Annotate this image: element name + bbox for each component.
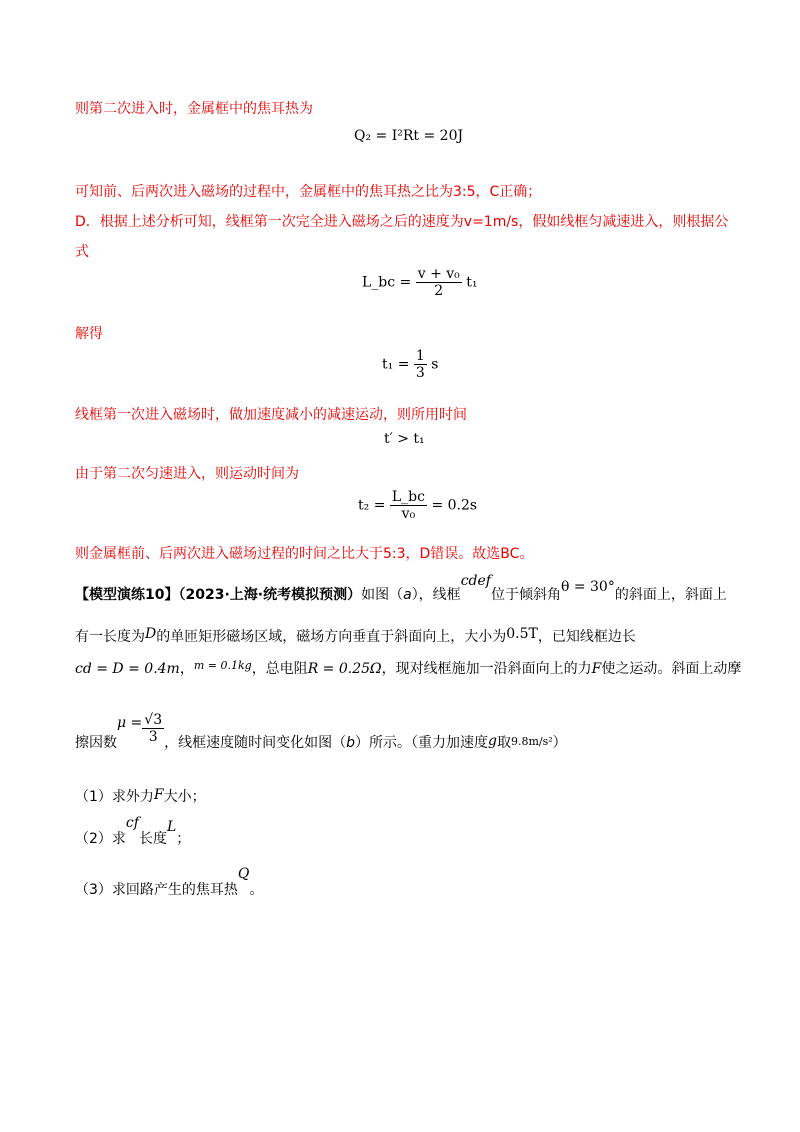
equation-t1 bbox=[382, 348, 438, 381]
side-cf: cf bbox=[125, 815, 139, 831]
eq2-numerator: v + v₀ bbox=[417, 266, 460, 282]
force-F: F bbox=[591, 661, 602, 677]
eq2-lhs: L_bc = bbox=[362, 274, 412, 291]
heat-Q: Q bbox=[237, 866, 250, 882]
solution-line-7: 由于第二次匀速进入，则运动时间为 bbox=[75, 466, 299, 482]
eq5-tail: = 0.2s bbox=[431, 497, 478, 514]
problem-text: 有一长度为 bbox=[75, 629, 145, 645]
question-text: 。 bbox=[249, 882, 264, 898]
eq5-numerator: L_bc bbox=[391, 489, 425, 505]
solution-line-5: 解得 bbox=[75, 326, 103, 342]
mu-numerator: √3 bbox=[144, 712, 163, 728]
question-2 bbox=[75, 815, 191, 848]
question-text: （1）求外力 bbox=[75, 789, 154, 805]
problem-text: 的单匝矩形磁场区域，磁场方向垂直于斜面向上，大小为 bbox=[156, 629, 507, 645]
problem-line-4 bbox=[75, 712, 567, 751]
problem-heading: 【模型演练10】 bbox=[75, 587, 179, 603]
frame-label-cdef: cdef bbox=[460, 573, 491, 589]
problem-text: 的斜面上，斜面上 bbox=[614, 587, 727, 603]
gravity-g: g bbox=[488, 733, 497, 749]
question-1 bbox=[75, 786, 206, 806]
problem-line-1 bbox=[75, 573, 727, 604]
side-length-cd: cd = D = 0.4m bbox=[75, 661, 180, 677]
figure-ref-b: b bbox=[346, 735, 355, 751]
solution-line-1: 则第二次进入时，金属框中的焦耳热为 bbox=[75, 101, 313, 117]
problem-text: ），线框 bbox=[411, 587, 461, 603]
problem-line-3 bbox=[75, 658, 741, 678]
problem-text: 如图（ bbox=[361, 587, 404, 603]
length-D: D bbox=[145, 626, 157, 642]
problem-text: 取 bbox=[496, 735, 511, 751]
mass-m: m = 0.1kg bbox=[193, 659, 252, 672]
equation-t2 bbox=[358, 489, 477, 522]
eq5-denominator: v₀ bbox=[401, 506, 416, 522]
problem-source: （2023·上海·统考模拟预测） bbox=[178, 587, 362, 603]
mu-denominator: 3 bbox=[148, 729, 158, 745]
question-3 bbox=[75, 866, 264, 899]
problem-text: 擦因数 bbox=[75, 735, 117, 751]
equation-joule-heat: Q₂ = I²Rt = 20J bbox=[354, 128, 464, 144]
solution-line-4: 式 bbox=[75, 244, 89, 260]
eq3-denominator: 3 bbox=[415, 365, 425, 381]
eq2-denominator: 2 bbox=[434, 283, 444, 299]
problem-text: ，已知线框边长 bbox=[537, 629, 636, 645]
field-strength: 0.5T bbox=[506, 626, 538, 642]
problem-text: 使之运动。斜面上动摩 bbox=[601, 661, 742, 677]
problem-text: ） bbox=[552, 735, 567, 751]
eq3-tail: s bbox=[431, 356, 439, 373]
solution-line-2: 可知前、后两次进入磁场的过程中，金属框中的焦耳热之比为3:5，C正确； bbox=[75, 184, 542, 200]
eq3-lhs: t₁ = bbox=[382, 356, 410, 373]
equation-t-prime: t′ > t₁ bbox=[384, 431, 425, 447]
angle-theta: θ = 30° bbox=[560, 579, 615, 595]
question-text: （2）求 bbox=[75, 831, 126, 847]
question-text: 长度 bbox=[138, 831, 167, 847]
length-L: L bbox=[166, 819, 177, 835]
figure-ref-a: a bbox=[403, 587, 412, 603]
gravity-value: 9.8m/s² bbox=[510, 735, 553, 748]
problem-text: ，总电阻 bbox=[251, 661, 308, 677]
problem-line-2 bbox=[75, 626, 636, 646]
problem-text: ，现对线框施加一沿斜面向上的力 bbox=[381, 661, 592, 677]
problem-text: ）所示。（重力加速度 bbox=[355, 735, 488, 751]
solution-line-8: 则金属框前、后两次进入磁场过程的时间之比大于5:3，D错误。故选BC。 bbox=[75, 546, 534, 562]
force-F: F bbox=[153, 787, 164, 803]
problem-text: ，线框速度随时间变化如图（ bbox=[164, 735, 347, 751]
question-text: 大小； bbox=[163, 789, 206, 805]
eq2-tail: t₁ bbox=[466, 274, 478, 291]
question-text: ； bbox=[176, 831, 191, 847]
equation-length-formula bbox=[362, 266, 478, 299]
question-text: （3）求回路产生的焦耳热 bbox=[75, 882, 238, 898]
solution-line-3: D．根据上述分析可知，线框第一次完全进入磁场之后的速度为v=1m/s，假如线框匀减速进入，则根据公 bbox=[75, 214, 729, 230]
problem-text: ， bbox=[179, 661, 194, 677]
eq5-lhs: t₂ = bbox=[358, 497, 386, 514]
solution-line-6: 线框第一次进入磁场时，做加速度减小的减速运动，则所用时间 bbox=[75, 407, 467, 423]
resistance-R: R = 0.25Ω bbox=[307, 661, 382, 677]
mu-label: μ = bbox=[117, 715, 143, 731]
eq3-numerator: 1 bbox=[415, 348, 425, 364]
problem-text: 位于倾斜角 bbox=[490, 587, 561, 603]
